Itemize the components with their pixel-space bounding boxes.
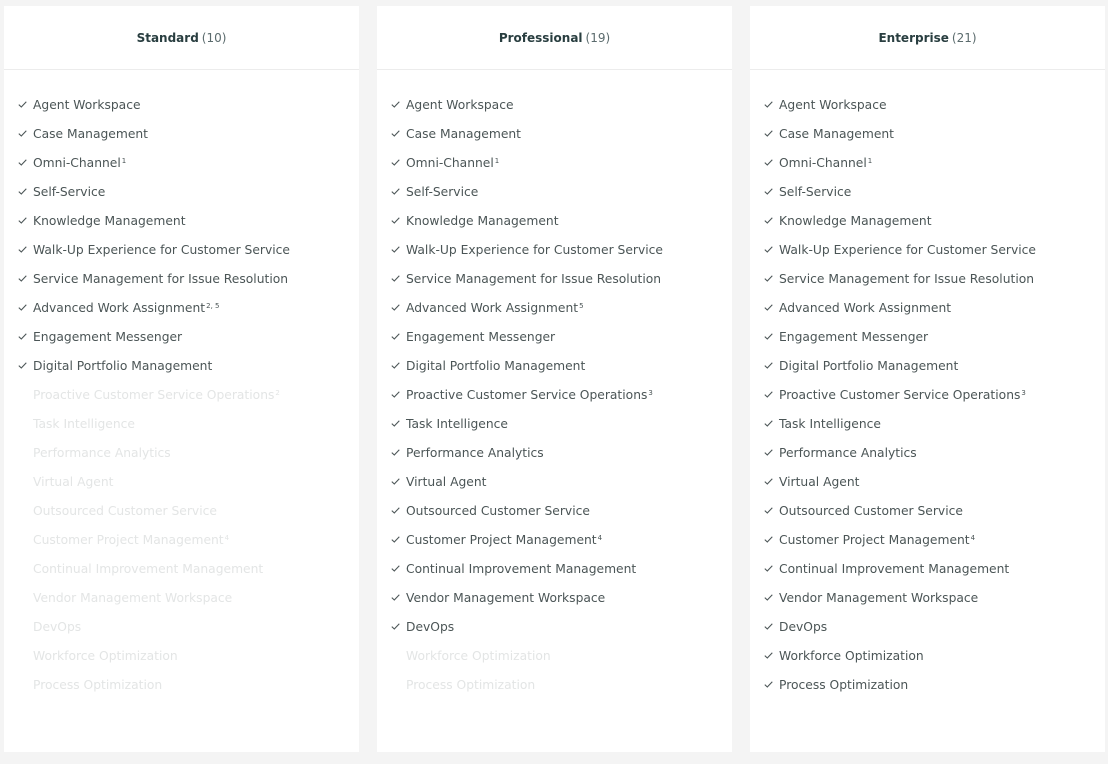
feature-item: [4, 293, 359, 322]
tier-header: [4, 6, 359, 70]
feature-label: Digital Portfolio Management: [33, 358, 213, 373]
check-icon: [391, 304, 406, 311]
feature-label: Vendor Management Workspace: [33, 590, 233, 605]
feature-label: Continual Improvement Management: [406, 561, 637, 576]
feature-label: Process Optimization: [779, 677, 909, 692]
check-icon: [18, 304, 33, 311]
feature-label: Outsourced Customer Service: [406, 503, 590, 518]
check-icon: [391, 101, 406, 108]
feature-item: [377, 148, 732, 177]
feature-item: [4, 148, 359, 177]
tier-card-professional: [377, 6, 732, 752]
footnote-marker: 2: [275, 388, 280, 397]
check-icon: [391, 536, 406, 543]
feature-label: Knowledge Management: [779, 213, 932, 228]
feature-item: [377, 90, 732, 119]
feature-label: Walk-Up Experience for Customer Service: [779, 242, 1036, 257]
feature-item: [377, 293, 732, 322]
feature-label: Task Intelligence: [779, 416, 881, 431]
check-icon: [18, 130, 33, 137]
feature-label: Process Optimization: [406, 677, 536, 692]
feature-label: Case Management: [779, 126, 895, 141]
feature-label: Service Management for Issue Resolution: [406, 271, 662, 286]
check-icon: [764, 391, 779, 398]
feature-label: Workforce Optimization: [779, 648, 924, 663]
feature-item: [750, 119, 1105, 148]
feature-label: Vendor Management Workspace: [779, 590, 979, 605]
check-icon: [764, 565, 779, 572]
feature-label: Customer Project Management: [33, 532, 224, 547]
check-icon: [391, 275, 406, 282]
feature-label: Customer Project Management: [406, 532, 597, 547]
check-icon: [764, 449, 779, 456]
feature-item: [750, 264, 1105, 293]
check-icon: [391, 507, 406, 514]
check-icon: [18, 101, 33, 108]
feature-item: [750, 293, 1105, 322]
feature-label: Omni-Channel: [33, 155, 121, 170]
feature-item: [750, 641, 1105, 670]
feature-item: [4, 438, 359, 467]
feature-list: [750, 70, 1105, 699]
feature-label: Outsourced Customer Service: [33, 503, 217, 518]
check-icon: [764, 681, 779, 688]
feature-label: Omni-Channel: [779, 155, 867, 170]
footnote-marker: 4: [224, 533, 230, 542]
check-icon: [764, 246, 779, 253]
feature-label: Agent Workspace: [406, 97, 514, 112]
feature-label: Continual Improvement Management: [33, 561, 264, 576]
check-icon: [764, 362, 779, 369]
feature-label: Service Management for Issue Resolution: [33, 271, 289, 286]
feature-label: Vendor Management Workspace: [406, 590, 606, 605]
feature-item: [4, 409, 359, 438]
feature-label: Task Intelligence: [406, 416, 508, 431]
tier-name: Enterprise: [878, 30, 949, 45]
feature-label: Virtual Agent: [33, 474, 114, 489]
feature-item: [4, 467, 359, 496]
check-icon: [764, 130, 779, 137]
feature-item: [377, 583, 732, 612]
feature-item: [377, 119, 732, 148]
feature-item: [4, 177, 359, 206]
check-icon: [391, 333, 406, 340]
check-icon: [764, 594, 779, 601]
tier-comparison: [4, 6, 1105, 752]
feature-label: DevOps: [33, 619, 82, 634]
feature-label: Performance Analytics: [779, 445, 917, 460]
feature-item: [750, 380, 1105, 409]
feature-label: Outsourced Customer Service: [779, 503, 963, 518]
check-icon: [391, 478, 406, 485]
feature-item: [750, 235, 1105, 264]
feature-label: Engagement Messenger: [33, 329, 183, 344]
feature-label: DevOps: [779, 619, 828, 634]
check-icon: [764, 101, 779, 108]
check-icon: [391, 159, 406, 166]
tier-name: Standard: [136, 30, 199, 45]
tier-name: Professional: [498, 30, 583, 45]
feature-list: [377, 70, 732, 699]
feature-label: Continual Improvement Management: [779, 561, 1010, 576]
feature-item: [4, 583, 359, 612]
feature-item: [4, 119, 359, 148]
check-icon: [764, 536, 779, 543]
feature-label: Walk-Up Experience for Customer Service: [406, 242, 663, 257]
feature-item: [750, 670, 1105, 699]
feature-label: Virtual Agent: [406, 474, 487, 489]
feature-label: Advanced Work Assignment: [779, 300, 952, 315]
check-icon: [18, 275, 33, 282]
feature-item: [4, 554, 359, 583]
check-icon: [18, 217, 33, 224]
feature-item: [377, 670, 732, 699]
feature-label: Proactive Customer Service Operations: [406, 387, 648, 402]
footnote-marker: 1: [867, 156, 873, 165]
feature-label: Performance Analytics: [33, 445, 171, 460]
check-icon: [391, 623, 406, 630]
feature-label: Customer Project Management: [779, 532, 970, 547]
feature-item: [4, 90, 359, 119]
check-icon: [764, 304, 779, 311]
feature-list: [4, 70, 359, 699]
feature-item: [377, 554, 732, 583]
feature-label: Advanced Work Assignment: [33, 300, 206, 315]
feature-label: DevOps: [406, 619, 455, 634]
feature-label: Self-Service: [33, 184, 106, 199]
feature-label: Agent Workspace: [33, 97, 141, 112]
feature-item: [4, 525, 359, 554]
feature-item: [377, 322, 732, 351]
check-icon: [391, 217, 406, 224]
feature-item: [750, 148, 1105, 177]
check-icon: [764, 333, 779, 340]
feature-label: Walk-Up Experience for Customer Service: [33, 242, 290, 257]
feature-label: Proactive Customer Service Operations: [779, 387, 1021, 402]
feature-label: Knowledge Management: [406, 213, 559, 228]
check-icon: [764, 275, 779, 282]
feature-label: Task Intelligence: [33, 416, 135, 431]
check-icon: [18, 333, 33, 340]
tier-header: [750, 6, 1105, 70]
check-icon: [391, 565, 406, 572]
feature-label: Performance Analytics: [406, 445, 544, 460]
feature-item: [4, 670, 359, 699]
check-icon: [764, 652, 779, 659]
feature-item: [750, 496, 1105, 525]
check-icon: [391, 391, 406, 398]
feature-item: [377, 496, 732, 525]
tier-feature-count: (19): [585, 30, 611, 45]
feature-item: [4, 322, 359, 351]
feature-item: [377, 438, 732, 467]
tier-feature-count: (21): [951, 30, 977, 45]
feature-label: Advanced Work Assignment: [406, 300, 579, 315]
feature-item: [377, 206, 732, 235]
feature-item: [4, 206, 359, 235]
feature-label: Digital Portfolio Management: [779, 358, 959, 373]
tier-header: [377, 6, 732, 70]
feature-item: [750, 177, 1105, 206]
footnote-marker: 4: [970, 533, 976, 542]
feature-item: [4, 380, 359, 409]
feature-label: Process Optimization: [33, 677, 163, 692]
feature-item: [377, 612, 732, 641]
feature-item: [377, 467, 732, 496]
feature-item: [750, 467, 1105, 496]
feature-item: [750, 90, 1105, 119]
feature-item: [377, 409, 732, 438]
feature-item: [4, 641, 359, 670]
feature-item: [750, 206, 1105, 235]
check-icon: [391, 594, 406, 601]
check-icon: [18, 159, 33, 166]
tier-feature-count: (10): [201, 30, 227, 45]
feature-label: Self-Service: [779, 184, 852, 199]
feature-label: Workforce Optimization: [406, 648, 551, 663]
check-icon: [391, 449, 406, 456]
feature-label: Case Management: [406, 126, 522, 141]
footnote-marker: 2, 5: [206, 301, 220, 310]
feature-item: [750, 583, 1105, 612]
feature-label: Engagement Messenger: [406, 329, 556, 344]
check-icon: [391, 130, 406, 137]
feature-label: Workforce Optimization: [33, 648, 178, 663]
check-icon: [764, 159, 779, 166]
feature-label: Knowledge Management: [33, 213, 186, 228]
check-icon: [764, 420, 779, 427]
feature-label: Self-Service: [406, 184, 479, 199]
footnote-marker: 5: [579, 301, 584, 310]
footnote-marker: 3: [648, 388, 653, 397]
feature-item: [377, 351, 732, 380]
footnote-marker: 4: [597, 533, 603, 542]
check-icon: [764, 478, 779, 485]
footnote-marker: 1: [494, 156, 500, 165]
feature-item: [4, 264, 359, 293]
feature-label: Case Management: [33, 126, 149, 141]
feature-item: [750, 409, 1105, 438]
check-icon: [18, 188, 33, 195]
check-icon: [764, 623, 779, 630]
footnote-marker: 1: [121, 156, 127, 165]
feature-item: [750, 322, 1105, 351]
feature-item: [4, 496, 359, 525]
feature-item: [750, 438, 1105, 467]
check-icon: [391, 188, 406, 195]
check-icon: [391, 362, 406, 369]
feature-item: [377, 264, 732, 293]
feature-item: [377, 380, 732, 409]
check-icon: [18, 246, 33, 253]
tier-card-enterprise: [750, 6, 1105, 752]
feature-label: Proactive Customer Service Operations: [33, 387, 275, 402]
feature-item: [377, 235, 732, 264]
check-icon: [18, 362, 33, 369]
check-icon: [391, 420, 406, 427]
feature-label: Agent Workspace: [779, 97, 887, 112]
feature-item: [750, 612, 1105, 641]
check-icon: [764, 217, 779, 224]
check-icon: [764, 188, 779, 195]
feature-item: [377, 641, 732, 670]
feature-label: Service Management for Issue Resolution: [779, 271, 1035, 286]
check-icon: [764, 507, 779, 514]
feature-item: [4, 351, 359, 380]
tier-card-standard: [4, 6, 359, 752]
feature-item: [4, 612, 359, 641]
feature-item: [750, 525, 1105, 554]
feature-item: [4, 235, 359, 264]
feature-label: Virtual Agent: [779, 474, 860, 489]
check-icon: [391, 246, 406, 253]
feature-label: Digital Portfolio Management: [406, 358, 586, 373]
feature-label: Omni-Channel: [406, 155, 494, 170]
feature-item: [750, 554, 1105, 583]
feature-label: Engagement Messenger: [779, 329, 929, 344]
feature-item: [750, 351, 1105, 380]
feature-item: [377, 177, 732, 206]
footnote-marker: 3: [1021, 388, 1026, 397]
feature-item: [377, 525, 732, 554]
